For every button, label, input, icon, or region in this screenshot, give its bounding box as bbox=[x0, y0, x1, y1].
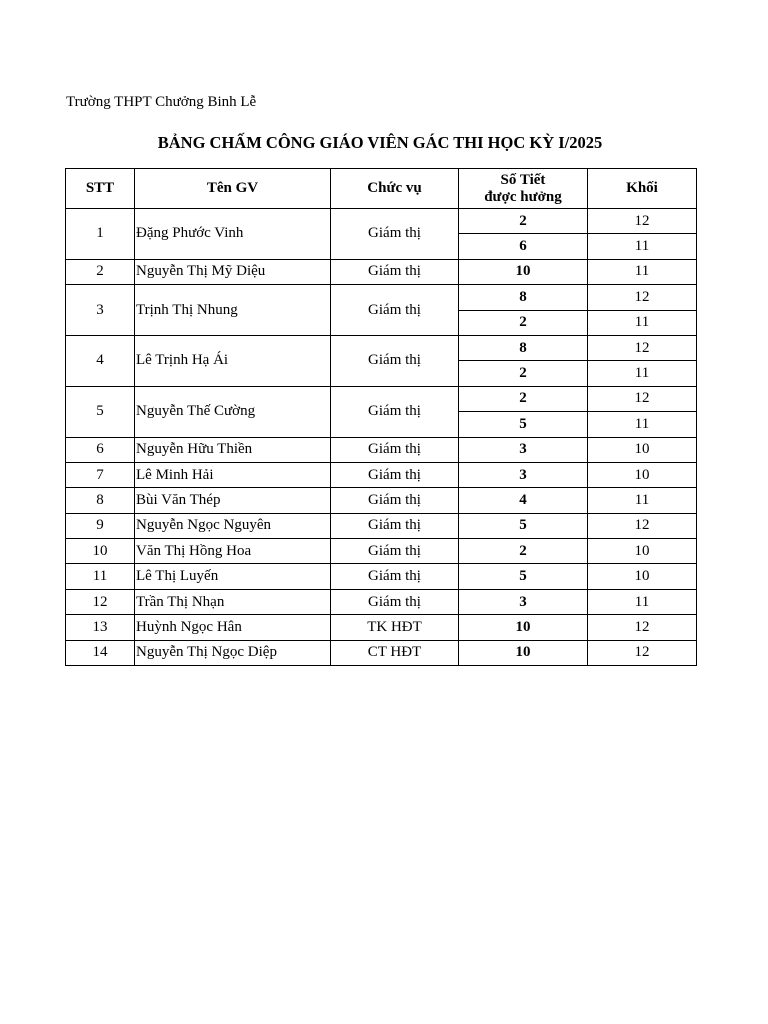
cell-periods: 8 bbox=[459, 285, 588, 310]
cell-role: Giám thị bbox=[331, 513, 459, 538]
header-stt: STT bbox=[66, 169, 135, 209]
cell-periods: 10 bbox=[459, 615, 588, 640]
table-row bbox=[66, 437, 697, 462]
cell-role: TK HĐT bbox=[331, 615, 459, 640]
header-periods-line1: Số Tiết bbox=[500, 171, 546, 188]
cell-role: Giám thị bbox=[331, 539, 459, 564]
cell-periods: 5 bbox=[459, 412, 588, 437]
table-row bbox=[66, 462, 697, 487]
cell-role: Giám thị bbox=[331, 488, 459, 513]
cell-periods: 2 bbox=[459, 386, 588, 411]
table-row bbox=[66, 589, 697, 614]
cell-periods: 8 bbox=[459, 335, 588, 360]
table-body bbox=[66, 209, 697, 666]
cell-grade: 10 bbox=[588, 462, 697, 487]
cell-teacher-name: Đặng Phước Vinh bbox=[135, 209, 331, 260]
cell-role: CT HĐT bbox=[331, 640, 459, 665]
table-row bbox=[66, 539, 697, 564]
cell-role: Giám thị bbox=[331, 209, 459, 260]
cell-stt: 1 bbox=[66, 209, 135, 260]
cell-periods: 10 bbox=[459, 259, 588, 284]
cell-grade: 10 bbox=[588, 564, 697, 589]
cell-stt: 2 bbox=[66, 259, 135, 284]
cell-stt: 12 bbox=[66, 589, 135, 614]
page-title: BẢNG CHẤM CÔNG GIÁO VIÊN GÁC THI HỌC KỲ I/2025 bbox=[157, 133, 603, 152]
cell-role: Giám thị bbox=[331, 259, 459, 284]
cell-role: Giám thị bbox=[331, 564, 459, 589]
table-row bbox=[66, 335, 697, 360]
cell-grade: 12 bbox=[588, 640, 697, 665]
cell-role: Giám thị bbox=[331, 589, 459, 614]
cell-periods: 3 bbox=[459, 437, 588, 462]
cell-teacher-name: Lê Minh Hải bbox=[135, 462, 331, 487]
table-row bbox=[66, 615, 697, 640]
cell-role: Giám thị bbox=[331, 437, 459, 462]
cell-role: Giám thị bbox=[331, 462, 459, 487]
cell-stt: 8 bbox=[66, 488, 135, 513]
cell-stt: 3 bbox=[66, 285, 135, 336]
table-row bbox=[66, 285, 697, 310]
cell-role: Giám thị bbox=[331, 285, 459, 336]
header-grade: Khối bbox=[588, 169, 697, 209]
cell-grade: 11 bbox=[588, 310, 697, 335]
cell-stt: 14 bbox=[66, 640, 135, 665]
header-teacher-name: Tên GV bbox=[135, 169, 331, 209]
cell-grade: 11 bbox=[588, 488, 697, 513]
cell-role: Giám thị bbox=[331, 386, 459, 437]
cell-grade: 12 bbox=[588, 513, 697, 538]
cell-grade: 12 bbox=[588, 285, 697, 310]
cell-teacher-name: Bùi Văn Thép bbox=[135, 488, 331, 513]
cell-periods: 2 bbox=[459, 539, 588, 564]
table-row bbox=[66, 564, 697, 589]
cell-grade: 11 bbox=[588, 589, 697, 614]
cell-grade: 11 bbox=[588, 234, 697, 259]
table-row bbox=[66, 259, 697, 284]
cell-role: Giám thị bbox=[331, 335, 459, 386]
cell-periods: 10 bbox=[459, 640, 588, 665]
cell-grade: 10 bbox=[588, 539, 697, 564]
cell-periods: 6 bbox=[459, 234, 588, 259]
cell-grade: 12 bbox=[588, 335, 697, 360]
cell-periods: 5 bbox=[459, 564, 588, 589]
cell-stt: 11 bbox=[66, 564, 135, 589]
cell-grade: 11 bbox=[588, 412, 697, 437]
cell-grade: 11 bbox=[588, 259, 697, 284]
cell-periods: 2 bbox=[459, 310, 588, 335]
table-row bbox=[66, 513, 697, 538]
cell-grade: 12 bbox=[588, 615, 697, 640]
cell-grade: 11 bbox=[588, 361, 697, 386]
cell-periods: 4 bbox=[459, 488, 588, 513]
cell-stt: 13 bbox=[66, 615, 135, 640]
attendance-table bbox=[65, 168, 697, 666]
header-periods-line2: được hưởng bbox=[484, 188, 562, 205]
header-periods bbox=[459, 169, 588, 209]
cell-periods: 2 bbox=[459, 209, 588, 234]
table-row bbox=[66, 209, 697, 234]
table-row bbox=[66, 386, 697, 411]
cell-teacher-name: Huỳnh Ngọc Hân bbox=[135, 615, 331, 640]
table-row bbox=[66, 488, 697, 513]
cell-teacher-name: Nguyễn Ngọc Nguyên bbox=[135, 513, 331, 538]
cell-stt: 5 bbox=[66, 386, 135, 437]
cell-grade: 10 bbox=[588, 437, 697, 462]
cell-teacher-name: Lê Thị Luyến bbox=[135, 564, 331, 589]
cell-stt: 7 bbox=[66, 462, 135, 487]
cell-grade: 12 bbox=[588, 386, 697, 411]
cell-periods: 5 bbox=[459, 513, 588, 538]
cell-stt: 6 bbox=[66, 437, 135, 462]
cell-stt: 9 bbox=[66, 513, 135, 538]
cell-teacher-name: Nguyễn Hữu Thiền bbox=[135, 437, 331, 462]
header-role: Chức vụ bbox=[331, 169, 459, 209]
cell-teacher-name: Nguyễn Thế Cường bbox=[135, 386, 331, 437]
school-name: Trường THPT Chưởng Binh Lễ bbox=[66, 94, 257, 110]
cell-teacher-name: Nguyễn Thị Mỹ Diệu bbox=[135, 259, 331, 284]
cell-stt: 10 bbox=[66, 539, 135, 564]
cell-teacher-name: Nguyễn Thị Ngọc Diệp bbox=[135, 640, 331, 665]
cell-teacher-name: Trần Thị Nhạn bbox=[135, 589, 331, 614]
cell-teacher-name: Lê Trịnh Hạ Ái bbox=[135, 335, 331, 386]
cell-teacher-name: Văn Thị Hồng Hoa bbox=[135, 539, 331, 564]
table-row bbox=[66, 640, 697, 665]
cell-teacher-name: Trịnh Thị Nhung bbox=[135, 285, 331, 336]
table-header-row bbox=[66, 169, 697, 209]
cell-periods: 3 bbox=[459, 589, 588, 614]
cell-grade: 12 bbox=[588, 209, 697, 234]
cell-stt: 4 bbox=[66, 335, 135, 386]
cell-periods: 3 bbox=[459, 462, 588, 487]
cell-periods: 2 bbox=[459, 361, 588, 386]
